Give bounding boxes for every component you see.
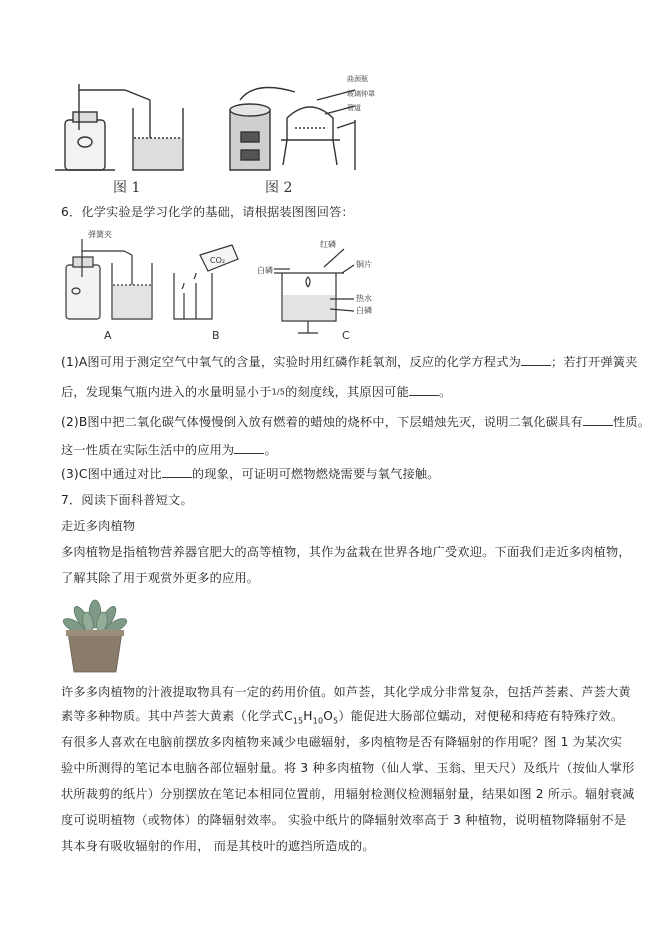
- q6-line5: (3)C图中通过对比 的现象，可证明可燃物燃烧需要与氧气接触。: [61, 467, 440, 481]
- label-co2: CO₂: [210, 256, 226, 265]
- label-c: C: [342, 329, 350, 342]
- label-copper: 铜片: [356, 260, 372, 269]
- q7-p1-l2: 了解其除了用于观赏外更多的应用。: [61, 571, 260, 585]
- q6-stem: 6．化学实验是学习化学的基础，请根据装图图回答：: [61, 205, 354, 219]
- q7-p2-l2: 素等多种物质。其中芦荟大黄素（化学式$C_{15}H_{10}O_5$）能促进大肠部位蠕动，对便秘和痔疮有特殊疗效。: [61, 709, 624, 726]
- answer-blank[interactable]: [583, 414, 613, 426]
- q6-line4: 这一性质在实际生活中的应用为 。: [61, 443, 277, 457]
- q7-p1-l1: 多肉植物是指植物营养器官肥大的高等植物，其作为盆栽在世界各地广受欢迎。下面我们走近多肉植物，: [61, 545, 631, 559]
- q7-stem: 7．阅读下面科普短文。: [61, 493, 193, 507]
- svg-text:管道: 管道: [347, 104, 361, 112]
- q6-line1: (1)A图可用于测定空气中氧气的含量，实验时用红磷作耗氧剂，反应的化学方程式为 ；若打开弹簧夹: [61, 355, 638, 369]
- label-white-phosphorus-top: 白磷: [257, 266, 273, 275]
- answer-blank[interactable]: [409, 384, 439, 396]
- fig1-label: 图 1: [113, 180, 141, 195]
- succulent-plant-image: [60, 592, 130, 674]
- q7-p3-l3: 状所裁剪的纸片）分别摆放在笔记本相同位置前，用辐射检测仪检测辐射量，结果如图 2 所示。辐射衰减: [61, 787, 635, 801]
- q7-title: 走近多肉植物: [61, 519, 136, 533]
- label-hot-water: 热水: [356, 294, 372, 303]
- q7-p3-l1: 有很多人喜欢在电脑前摆放多肉植物来减少电磁辐射，多肉植物是否有降辐射的作用呢？图 1 为某次实: [61, 735, 623, 749]
- top-apparatus-figures: [55, 70, 375, 195]
- q7-p3-l2: 验中所测得的笔记本电脑各部位辐射量。将 3 种多肉植物（仙人掌、玉翁、里天尺）及纸片（按仙人掌形: [61, 761, 635, 775]
- label-red-phosphorus: 红磷: [320, 240, 336, 249]
- label-white-phosphorus-bottom: 白磷: [356, 306, 372, 315]
- answer-blank[interactable]: [234, 442, 264, 454]
- answer-blank[interactable]: [521, 354, 551, 366]
- answer-blank[interactable]: [162, 466, 192, 478]
- q6-diagrams: [62, 225, 382, 343]
- svg-text:玻璃钟罩: 玻璃钟罩: [347, 90, 375, 98]
- q7-p3-l5: 其本身有吸收辐射的作用， 而是其枝叶的遮挡所造成的。: [61, 839, 375, 853]
- label-spring-clip: 弹簧夹: [88, 230, 112, 239]
- q7-p2-l1: 许多多肉植物的汁液提取物具有一定的药用价值。如芦荟，其化学成分非常复杂，包括芦荟素、芦荟大黄: [61, 685, 631, 699]
- label-b: B: [212, 329, 220, 342]
- fig2-label: 图 2: [265, 180, 293, 195]
- q6-line3: (2)B图中把二氧化碳气体慢慢倒入放有燃着的蜡烛的烧杯中，下层蜡烛先灭，说明二氧化碳具有 性质。: [61, 415, 651, 429]
- svg-text:曲颈瓶: 曲颈瓶: [347, 75, 368, 83]
- label-a: A: [104, 329, 112, 342]
- q6-line2: 后，发现集气瓶内进入的水量明显小于1/5的刻度线，其原因可能 。: [61, 385, 452, 399]
- q7-p3-l4: 度可说明植物（或物体）的降辐射效率。 实验中纸片的降辐射效率高于 3 种植物，说明植物降辐射不是: [61, 813, 627, 827]
